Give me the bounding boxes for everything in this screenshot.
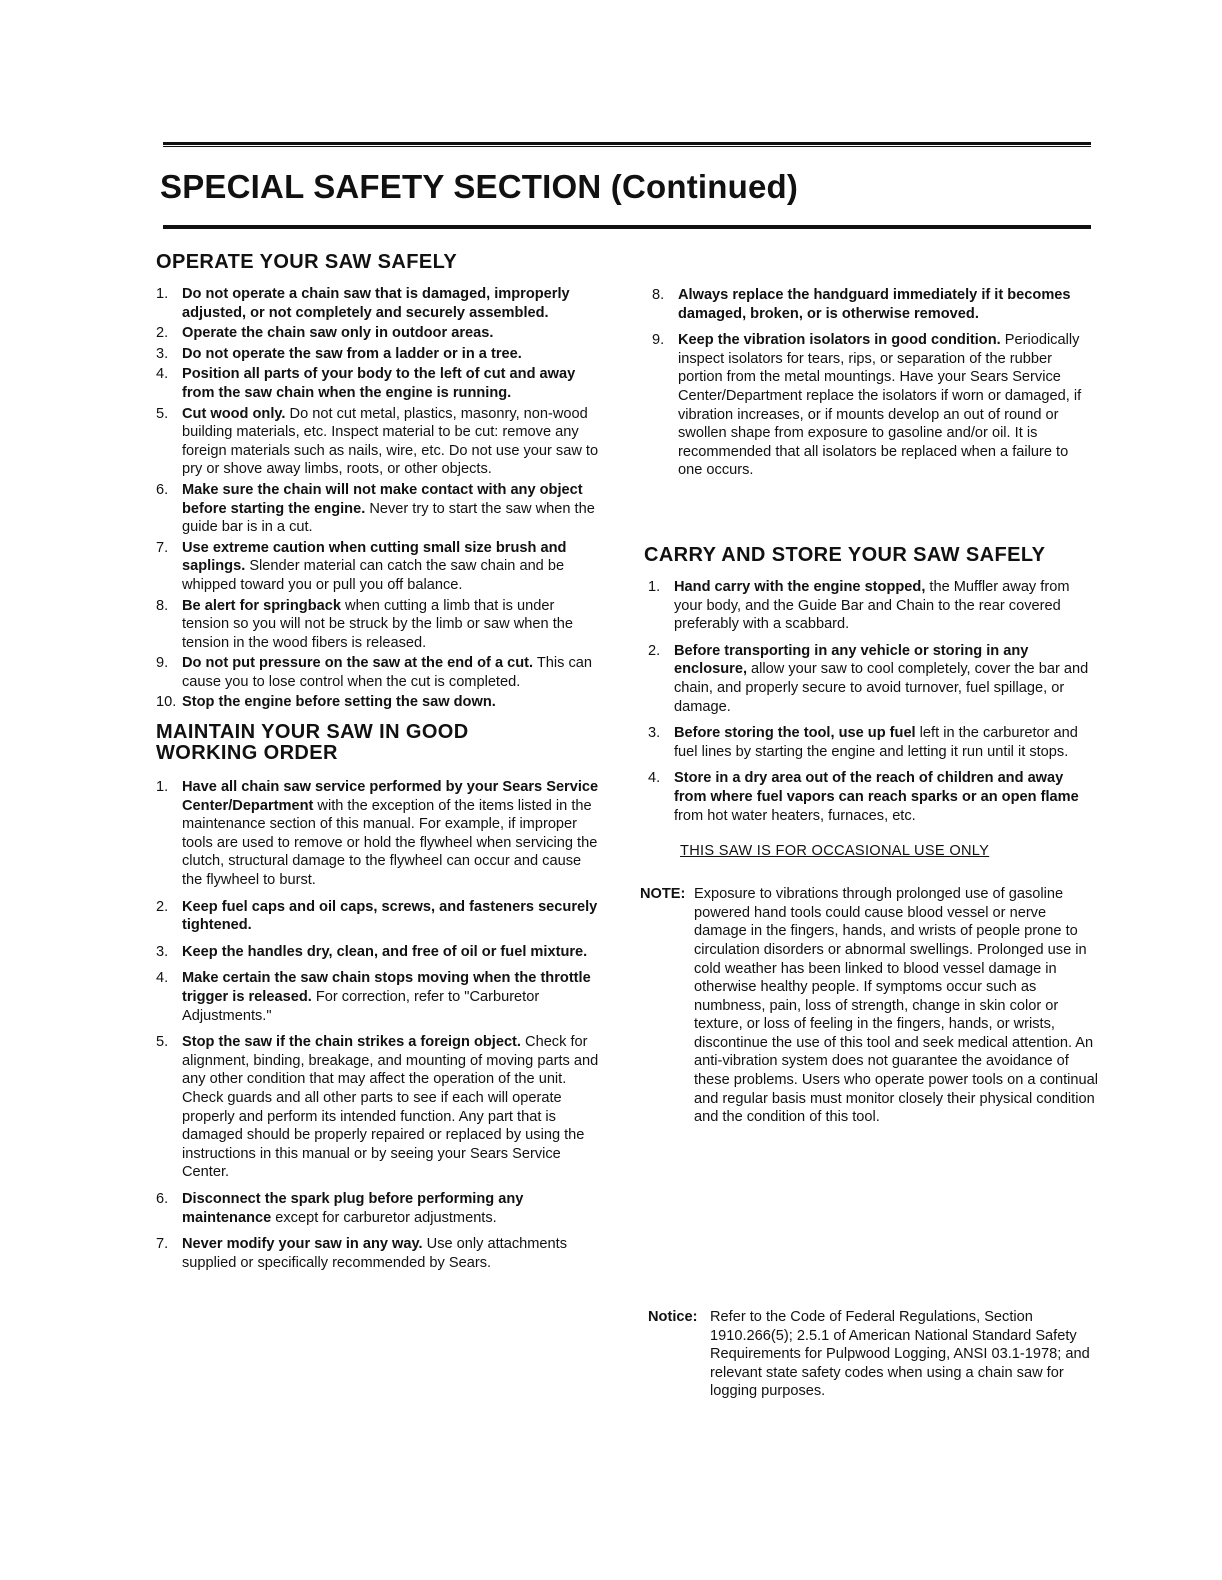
item-bold-text: Make certain the saw chain stops moving when the throttle trigger is released. (182, 970, 591, 1005)
item-number: 9. (652, 332, 665, 349)
item-bold-text: Store in a dry area out of the reach of children and away from where fuel vapors can reach sparks or an open flame (674, 770, 1079, 805)
item-text: Never try to start the saw when the guide bar is in a cut. (182, 500, 595, 536)
note-text: Exposure to vibrations through prolonged use of gasoline powered hand tools could cause blood vessel or nerve damage in the fingers, hands, and wrists of people prone to circulation disorders or abnormal swellings. Prolonged use in cold weather has been linked to blood vessel damage in otherwise healthy people. If symptoms occur such as numbness, pain, loss of strength, change in skin color or texture, or loss of feeling in the fingers, hands, or wrists, discontinue the use of this tool and seek medical attention. An anti-vibration system does not guarantee the avoidance of these problems. Users who operate power tools on a continual and regular basis must monitor closely their physical condition and the condition of this tool. (694, 886, 1098, 1126)
item-text: Check for alignment, binding, breakage, and mounting of moving parts and any other condition that may affect the operation of the unit. Check guards and all other parts to see if each will operate properly and perform its intended function. Any part that is damaged should be properly repaired or replaced by using the instructions in this manual or by seeing your Sears Service Center. (182, 1034, 599, 1181)
operate-heading: OPERATE YOUR SAW SAFELY (156, 251, 458, 273)
item-bold-text: Keep fuel caps and oil caps, screws, and fasteners securely tightened. (182, 898, 598, 934)
item-number: 5. (156, 405, 169, 422)
operate-item (148, 539, 600, 595)
operate-item (148, 654, 600, 691)
item-number: 7. (156, 539, 169, 556)
item-text: when cutting a limb that is under tension so you will not be struck by the limb or saw when the tension in the wood fibers is released. (182, 597, 573, 651)
item-bold-text: Have all chain saw service performed by your Sears Service Center/Department (182, 779, 599, 814)
notice-text: Refer to the Code of Federal Regulations, Section 1910.266(5); 2.5.1 of American National Standard Safety Requirements for Pulpwood Logging, ANSI 03.1-1978; and relevant state safety codes when using a chain saw for logging purposes. (710, 1309, 1090, 1400)
item-bold-text: Before transporting in any vehicle or storing in any enclosure, (674, 642, 1029, 678)
item-number: 4. (156, 970, 169, 987)
carry-item (640, 724, 1098, 761)
operate-list (148, 285, 600, 712)
item-bold-text: Use extreme caution when cutting small size brush and saplings. (182, 539, 567, 575)
item-number: 7. (156, 1236, 169, 1253)
operate-item (148, 324, 600, 343)
right-column-top (644, 286, 1096, 488)
top-rule (163, 142, 1091, 147)
item-number: 8. (652, 287, 665, 303)
item-number: 6. (156, 1190, 169, 1207)
item-text: This can cause you to lose control when the cut is completed. (182, 655, 593, 690)
right-column (640, 545, 1098, 1127)
item-number: 3. (156, 345, 169, 362)
item-number: 4. (648, 770, 661, 787)
item-bold-text: Never modify your saw in any way. (182, 1236, 423, 1253)
maintain-heading-line1: MAINTAIN YOUR SAW IN GOOD (156, 721, 469, 744)
maintain-item (148, 1033, 600, 1182)
item-bold-text: Do not operate the saw from a ladder or in a tree. (182, 345, 522, 362)
item-text: the Muffler away from your body, and the Guide Bar and Chain to the rear covered preferably with a scabbard. (674, 579, 1070, 633)
item-text: Do not cut metal, plastics, masonry, non-wood building materials, etc. Inspect material to be cut: remove any foreign materials such as nails, wire, etc. Do not use your saw to pry or shove away limbs, roots, or other objects. (182, 405, 599, 478)
item-number: 3. (156, 943, 169, 960)
item-number: 3. (648, 725, 661, 742)
maintain-heading-line2: WORKING ORDER (156, 742, 338, 765)
item-number: 2. (156, 325, 169, 342)
maintain-heading (156, 722, 600, 764)
item-bold-text: Keep the vibration isolators in good condition. (678, 332, 1001, 349)
operate-item (148, 285, 600, 322)
note-label: NOTE: (640, 886, 686, 903)
left-column (148, 252, 600, 1280)
item-bold-text: Always replace the handguard immediately if it becomes damaged, broken, or is otherwise removed. (678, 287, 1071, 322)
maintain-item (148, 898, 600, 935)
carry-item (640, 642, 1098, 716)
operate-item (148, 405, 600, 479)
item-bold-text: Be alert for springback (182, 597, 341, 614)
item-number: 4. (156, 366, 169, 383)
item-bold-text: Disconnect the spark plug before performing any maintenance (182, 1190, 524, 1226)
item-bold-text: Stop the engine before setting the saw down. (182, 694, 496, 711)
carry-item (640, 578, 1098, 634)
item-bold-text: Do not put pressure on the saw at the end of a cut. (182, 655, 534, 672)
maintain-list (148, 778, 600, 1272)
operate-item (148, 693, 600, 712)
operate-item (148, 345, 600, 364)
item-text: from hot water heaters, furnaces, etc. (674, 807, 916, 824)
title-rule (163, 225, 1091, 229)
item-number: 10. (156, 694, 177, 711)
item-number: 9. (156, 655, 169, 672)
occasional-use-note: THIS SAW IS FOR OCCASIONAL USE ONLY (680, 843, 990, 860)
operate-item (148, 365, 600, 402)
maintain-item (148, 1235, 600, 1272)
page-title: SPECIAL SAFETY SECTION (Continued) (160, 168, 799, 205)
item-text: Use only attachments supplied or specifically recommended by Sears. (182, 1236, 568, 1271)
item-number: 2. (156, 898, 169, 915)
vibration-note (640, 885, 1098, 1127)
operate-item (148, 597, 600, 653)
item-number: 1. (648, 579, 661, 595)
item-text: left in the carburetor and fuel lines by starting the engine and letting it run until it stops. (674, 725, 1078, 760)
operate-item (644, 331, 1096, 480)
item-number: 2. (648, 642, 661, 659)
notice-block (648, 1308, 1098, 1401)
maintain-item (148, 778, 600, 890)
item-number: 1. (156, 779, 169, 796)
maintain-item (148, 969, 600, 1025)
item-number: 8. (156, 597, 169, 614)
item-text: except for carburetor adjustments. (271, 1209, 497, 1226)
operate-item (644, 286, 1096, 323)
operate-item (148, 481, 600, 537)
item-bold-text: Position all parts of your body to the left of cut and away from the saw chain when the engine is running. (182, 366, 576, 401)
item-number: 1. (156, 286, 169, 302)
item-text: allow your saw to cool completely, cover the bar and chain, and properly secure to avoid turnover, fuel spillage, or damage. (674, 661, 1089, 715)
item-text: For correction, refer to "Carburetor Adjustments." (182, 989, 540, 1024)
carry-item (640, 769, 1098, 825)
carry-heading: CARRY AND STORE YOUR SAW SAFELY (644, 544, 1046, 566)
item-text: Slender material can catch the saw chain and be whipped toward you or pull you off balance. (182, 558, 565, 593)
item-text: Periodically inspect isolators for tears, rips, or separation of the rubber portion from the metal mountings. Have your Sears Service Center/Department replace the isolators if worn or damaged, if vibration increases, or if mounts develop an out of round or swollen shape from exposure to gasoline and/or oil. It is recommended that all isolators be replaced when a failure to one occurs. (678, 332, 1082, 479)
item-number: 5. (156, 1034, 169, 1051)
carry-list (640, 578, 1098, 825)
item-bold-text: Operate the chain saw only in outdoor areas. (182, 325, 494, 342)
item-bold-text: Keep the handles dry, clean, and free of oil or fuel mixture. (182, 943, 588, 960)
item-number: 6. (156, 481, 169, 498)
item-text: with the exception of the items listed in the maintenance section of this manual. For example, if improper tools are used to remove or hold the flywheel when servicing the clutch, structural damage to the flywheel can occur and cause the flywheel to burst. (182, 797, 598, 889)
item-bold-text: Stop the saw if the chain strikes a foreign object. (182, 1034, 521, 1051)
item-bold-text: Hand carry with the engine stopped, (674, 579, 926, 595)
item-bold-text: Cut wood only. (182, 405, 286, 422)
notice-label: Notice: (648, 1309, 698, 1325)
maintain-item (148, 943, 600, 962)
operate-cont-list (644, 286, 1096, 480)
maintain-item (148, 1190, 600, 1227)
item-bold-text: Do not operate a chain saw that is damaged, improperly adjusted, or not completely and securely assembled. (182, 286, 570, 321)
item-bold-text: Before storing the tool, use up fuel (674, 725, 916, 742)
item-bold-text: Make sure the chain will not make contact with any object before starting the engine. (182, 481, 583, 517)
